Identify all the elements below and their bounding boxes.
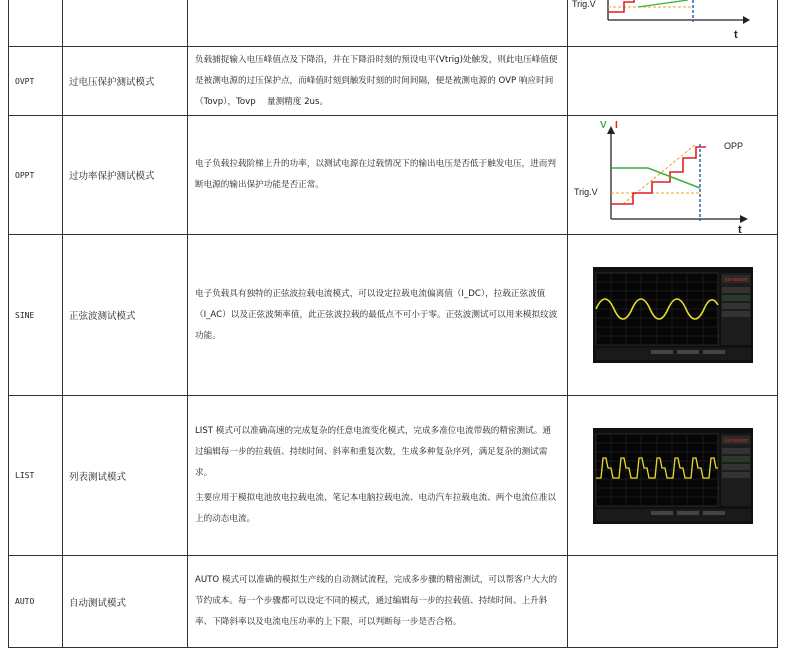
table-row [8, 0, 778, 47]
mode-code: LIST [9, 396, 63, 555]
description-paragraph: 负载捕捉输入电压峰值点及下降沿，并在下降沿时刻的预设电平(Vtrig)处触发，则此电压峰值便是被测电源的过压保护点，而峰值时刻到触发时刻的时间间隔，便是被测电源的 OVP 响应时间（Tovp），Tovp 量测精度 2us。 [195, 54, 558, 107]
mode-figure [568, 235, 777, 395]
mode-name: 列表测试模式 [63, 396, 188, 555]
opp-step-chart [568, 116, 777, 235]
mode-name: 正弦波测试模式 [63, 235, 188, 395]
table-row [8, 235, 778, 396]
description-paragraph: 电子负载具有独特的正弦波拉载电流模式，可以设定拉载电流偏离值（I_DC），拉载正弦波值（I_AC）以及正弦波频率值，此正弦波拉载的最低点不可小于零。正弦波测试可以用来模拟纹波功能。 [195, 288, 558, 341]
mode-figure [568, 396, 777, 555]
oscilloscope-display [593, 267, 753, 363]
mode-code: OPPT [9, 116, 63, 234]
trig-v-label: Trig.V [574, 187, 598, 197]
mode-description [188, 116, 568, 234]
oscilloscope-screenshot [593, 267, 753, 363]
mode-description [188, 235, 568, 395]
mode-code: AUTO [9, 556, 63, 647]
table-row [8, 396, 778, 556]
voltage-trace [608, 0, 634, 12]
oscilloscope-screenshot [593, 428, 753, 524]
time-axis-label: t [734, 29, 738, 41]
x-axis-arrow [743, 16, 750, 24]
oscilloscope-display [593, 428, 753, 524]
opp-label: OPP [724, 141, 744, 151]
description-paragraph: 主要应用于模拟电池放电拉载电流、笔记本电脑拉载电流、电动汽车拉载电流、两个电流位准以上的动态电流。 [195, 493, 556, 524]
mode-name: 自动测试模式 [63, 556, 188, 647]
mode-figure [568, 47, 777, 115]
mode-description [188, 47, 568, 115]
x-axis-arrow [740, 215, 748, 223]
v-axis-label: V [600, 120, 607, 131]
i-axis-label: I [615, 120, 618, 131]
mode-code: OVPT [9, 47, 63, 115]
y-axis-arrow [607, 126, 615, 134]
table-row [8, 556, 778, 648]
trigger-timing-chart [568, 0, 777, 46]
trigger-green-line [638, 0, 688, 7]
mode-description [188, 0, 568, 46]
brand-logo: KEYSIGHT [724, 437, 748, 443]
spec-table [8, 0, 778, 648]
table-row [8, 47, 778, 116]
mode-code: SINE [9, 235, 63, 395]
mode-figure [568, 556, 777, 647]
description-paragraph: LIST 模式可以准确高速的完成复杂的任意电流变化模式，完成多准位电流带载的精密测试。通过编辑每一步的拉载值、持续时间、斜率和重复次数，生成多种复杂序列，满足复杂的测试需求。 [195, 426, 551, 478]
mode-description [188, 556, 568, 647]
description-paragraph: 电子负载拉载阶梯上升的功率，以测试电源在过载情况下的输出电压是否低于触发电压，进而判断电源的输出保护功能是否正常。 [195, 159, 556, 190]
mode-code [9, 0, 63, 46]
mode-name: 过功率保护测试模式 [63, 116, 188, 234]
mode-description [188, 396, 568, 555]
table-row [8, 116, 778, 235]
trig-v-label: Trig.V [572, 0, 596, 9]
time-axis-label: t [738, 224, 742, 235]
current-step-trace [611, 147, 706, 204]
mode-name: 过电压保护测试模式 [63, 47, 188, 115]
power-ramp-line [623, 144, 696, 204]
voltage-trace [611, 168, 700, 188]
mode-figure [568, 116, 777, 234]
description-paragraph: AUTO 模式可以准确的模拟生产线的自动测试流程，完成多步骤的精密测试，可以帮客户大大的节约成本。每一个步骤都可以设定不同的模式，通过编辑每一步的拉载值、持续时间、上升斜率、下降斜率以及电流电压功率的上下限，可以判断每一步是否合格。 [195, 575, 558, 627]
brand-logo: KEYSIGHT [724, 277, 748, 282]
mode-name [63, 0, 188, 46]
mode-figure [568, 0, 777, 46]
